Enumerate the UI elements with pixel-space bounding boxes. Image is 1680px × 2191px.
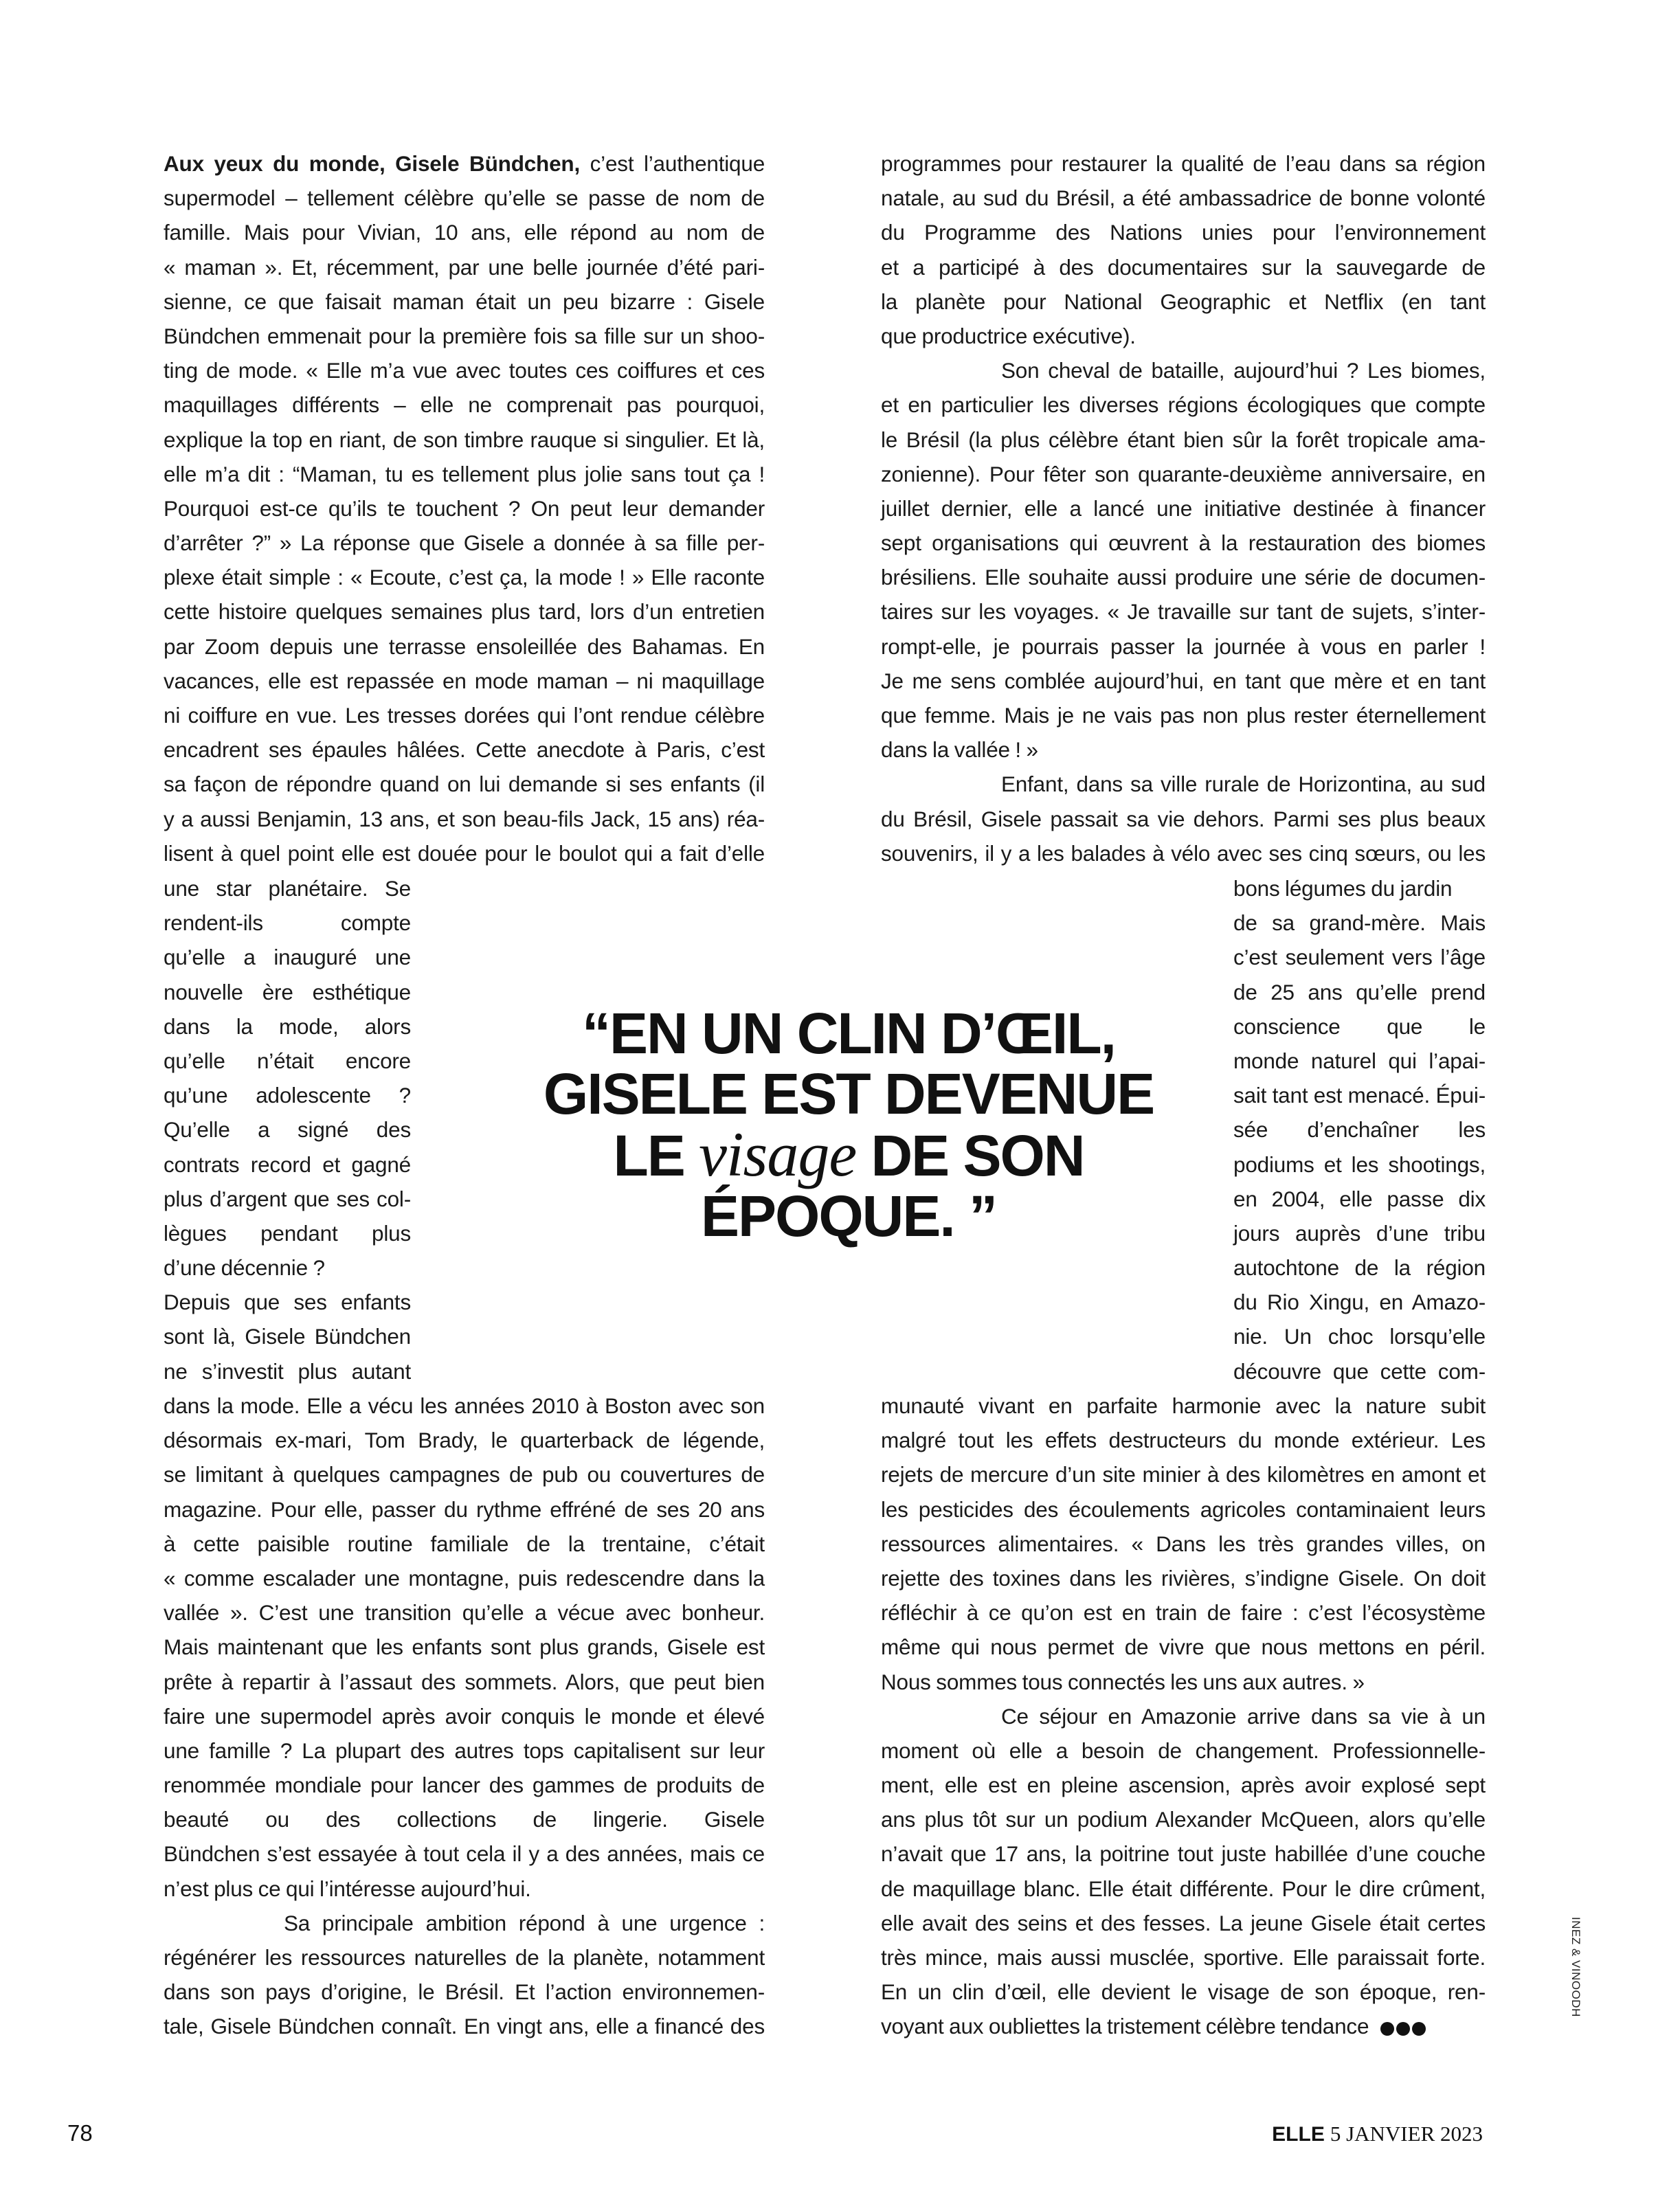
text-line: monde naturel qui l’apai- [1233, 1048, 1486, 1073]
text-line: de sa grand-mère. Mais [1233, 910, 1486, 936]
text-line: dans la mode. Elle a vécu les années 2010 à Boston avec son [164, 1393, 765, 1418]
right-column-narrow [1233, 871, 1486, 1389]
left-column-narrow [164, 871, 411, 1389]
text-line: Bündchen emmenait pour la première fois sa fille sur un shoo- [164, 323, 765, 348]
pull-quote-line: LE visage DE SON [613, 1119, 1084, 1189]
text-line: magazine. Pour elle, passer du rythme effréné de ses 20 ans [164, 1496, 765, 1522]
text-line: ting de mode. « Elle m’a vue avec toutes ces coiffures et ces [164, 358, 765, 383]
text-line: juillet dernier, elle a lancé une initiative destinée à financer [881, 495, 1486, 521]
text-line: Sa principale ambition répond à une urgence : [284, 1910, 765, 1935]
text-line: Ce séjour en Amazonie arrive dans sa vie à un [1001, 1703, 1486, 1729]
text-line: explique la top en riant, de son timbre rauque si singulier. Et là, [164, 427, 765, 452]
three-dots-end-icon [1378, 2011, 1426, 2045]
text-line: que productrice exécutive). [881, 323, 1136, 348]
text-line: une famille ? La plupart des autres tops capitalisent sur leur [164, 1738, 765, 1763]
text-line: « comme escalader une montagne, puis redescendre dans la [164, 1565, 765, 1591]
text-line: qu’elle a inauguré une [164, 945, 411, 970]
text-line: désormais ex-mari, Tom Brady, le quarterback de légende, [164, 1428, 765, 1453]
text-line: zonienne). Pour fêter son quarante-deuxième anniversaire, en [881, 461, 1486, 486]
text-line: en 2004, elle passe dix [1233, 1186, 1486, 1211]
text-line: nouvelle ère esthétique [164, 979, 411, 1004]
text-line: sept organisations qui œuvrent à la restauration des biomes [881, 530, 1486, 556]
text-line: elle avait des seins et des fesses. La jeune Gisele était certes [881, 1910, 1486, 1935]
text-line: qu’une adolescente ? [164, 1083, 411, 1108]
text-line: à cette paisible routine familiale de la trentaine, c’était [164, 1531, 765, 1556]
text-line: supermodel – tellement célèbre qu’elle se passe de nom de [164, 186, 765, 211]
text-line: de maquillage blanc. Elle était différente. Pour le dire crûment, [881, 1876, 1486, 1901]
text-line: ressources alimentaires. « Dans les très grandes villes, on [881, 1531, 1486, 1556]
text-line: même qui nous permet de vivre que nous mettons en péril. [881, 1634, 1486, 1660]
text-line: brésiliens. Elle souhaite aussi produire une série de documen- [881, 565, 1486, 590]
text-line: du Brésil, Gisele passait sa vie dehors. Parmi ses plus beaux [881, 806, 1486, 831]
text-line: rejette des toxines dans les rivières, s’indigne Gisele. On doit [881, 1565, 1486, 1591]
text-line: tale, Gisele Bündchen connaît. En vingt ans, elle a financé des [164, 2014, 765, 2039]
pull-quote-line: GISELE EST DEVENUE [543, 1061, 1154, 1126]
text-line: nie. Un choc lorsqu’elle [1233, 1324, 1486, 1349]
text-line: dans la vallée ! » [881, 737, 1038, 763]
text-line: faire une supermodel après avoir conquis le monde et élevé [164, 1703, 765, 1729]
right-column-top [881, 146, 1486, 870]
text-line: autochtone de la région [1233, 1255, 1486, 1281]
text-line: sienne, ce que faisait maman était un peu bizarre : Gisele [164, 289, 765, 314]
text-line: Pourquoi est-ce qu’ils te touchent ? On peut leur demander [164, 495, 765, 521]
text-line: lègues pendant plus [164, 1220, 411, 1246]
text-line: En un clin d’œil, elle devient le visage de son époque, ren- [881, 1979, 1486, 2005]
text-line: du Rio Xingu, en Amazo- [1233, 1290, 1486, 1315]
text-line: de 25 ans qu’elle prend [1233, 979, 1486, 1004]
text-line: Depuis que ses enfants [164, 1290, 411, 1315]
text-line: bons légumes du jardin [1233, 876, 1453, 901]
text-line: ne s’investit plus autant [164, 1358, 411, 1384]
text-line: d’arrêter ?” » La réponse que Gisele a donnée à sa fille per- [164, 530, 765, 556]
text-line: dans la mode, alors [164, 1013, 411, 1039]
text-line: voyant aux oubliettes la tristement célèbre tendance [881, 2009, 1486, 2043]
text-line: rompt-elle, je pourrais passer la journée à vous en parler ! [881, 633, 1486, 659]
text-line: sont là, Gisele Bündchen [164, 1324, 411, 1349]
text-line: famille. Mais pour Vivian, 10 ans, elle répond au nom de [164, 220, 765, 245]
text-line: y a aussi Benjamin, 13 ans, et son beau-fils Jack, 15 ans) réa- [164, 806, 765, 831]
text-line: Qu’elle a signé des [164, 1117, 411, 1143]
text-line: malgré tout les effets destructeurs du monde extérieur. Les [881, 1428, 1486, 1453]
text-line: découvre que cette com- [1233, 1358, 1486, 1384]
page-number: 78 [67, 2120, 93, 2146]
text-line: jours auprès d’une tribu [1233, 1220, 1486, 1246]
issue-date: 5 JANVIER 2023 [1330, 2122, 1483, 2146]
text-line: sée d’enchaîner les [1233, 1117, 1486, 1143]
text-line: régénérer les ressources naturelles de la planète, notamment [164, 1945, 765, 1970]
text-line: réfléchir à ce qu’on est en train de faire : c’est l’écosystème [881, 1600, 1486, 1626]
text-line: lisent à quel point elle est douée pour le boulot qui a fait d’elle [164, 840, 765, 866]
text-line: n’avait que 17 ans, la poitrine tout juste habillée d’une couche [881, 1841, 1486, 1867]
text-line: vacances, elle est repassée en mode maman – ni maquillage [164, 668, 765, 693]
text-line: contrats record et gagné [164, 1151, 411, 1177]
text-line: ans plus tôt sur un podium Alexander McQueen, alors qu’elle [881, 1807, 1486, 1832]
pull-quote [529, 1003, 1168, 1246]
text-line: elle m’a dit : “Maman, tu es tellement plus jolie sans tout ça ! [164, 461, 765, 486]
left-column-bottom [164, 1389, 765, 2044]
text-line: Aux yeux du monde, Gisele Bündchen, c’est l’authentique [164, 151, 765, 176]
left-column-top [164, 146, 765, 870]
text-line: conscience que le [1233, 1013, 1486, 1039]
text-line: Nous sommes tous connectés les uns aux autres. » [881, 1669, 1365, 1694]
text-line: une star planétaire. Se [164, 876, 411, 901]
text-line: cette histoire quelques semaines plus tard, lors d’un entretien [164, 599, 765, 625]
text-line: souvenirs, il y a les balades à vélo avec ses cinq sœurs, ou les [881, 840, 1486, 866]
text-line: dans son pays d’origine, le Brésil. Et l’action environnemen- [164, 1979, 765, 2005]
text-line: se limitant à quelques campagnes de pub ou couvertures de [164, 1462, 765, 1487]
text-line: beauté ou des collections de lingerie. Gisele [164, 1807, 765, 1832]
text-line: d’une décennie ? [164, 1255, 325, 1281]
text-line: ni coiffure en vue. Les tresses dorées qui l’ont rendue célèbre [164, 703, 765, 728]
text-line: que femme. Mais je ne vais pas non plus rester éternellement [881, 703, 1486, 728]
text-line: munauté vivant en parfaite harmonie avec la nature subit [881, 1393, 1486, 1418]
text-line: moment où elle a besoin de changement. Professionnelle- [881, 1738, 1486, 1763]
text-line: c’est seulement vers l’âge [1233, 945, 1486, 970]
text-line: par Zoom depuis une terrasse ensoleillée des Bahamas. En [164, 633, 765, 659]
text-line: taires sur les voyages. « Je travaille sur tant de sujets, s’inter- [881, 599, 1486, 625]
text-line: plexe était simple : « Ecoute, c’est ça, la mode ! » Elle raconte [164, 565, 765, 590]
text-line: très mince, mais aussi musclée, sportive. Elle paraissait forte. [881, 1945, 1486, 1970]
pull-quote-italic-word: visage [699, 1119, 857, 1189]
text-line: rendent-ils compte [164, 910, 411, 936]
text-line: et en particulier les diverses régions écologiques que compte [881, 392, 1486, 418]
text-line: plus d’argent que ses col- [164, 1186, 411, 1211]
text-line: du Programme des Nations unies pour l’environnement [881, 220, 1486, 245]
text-line: prête à repartir à l’assaut des sommets. Alors, que peut bien [164, 1669, 765, 1694]
text-line: Mais maintenant que les enfants sont plus grands, Gisele est [164, 1634, 765, 1660]
text-line: sa façon de répondre quand on lui demande si ses enfants (il [164, 772, 765, 797]
text-line: Enfant, dans sa ville rurale de Horizontina, au sud [1001, 772, 1486, 797]
text-line: et a participé à des documentaires sur la sauvegarde de [881, 254, 1486, 280]
text-line: la planète pour National Geographic et Netflix (en tant [881, 289, 1486, 314]
text-line: n’est plus ce qui l’intéresse aujourd’hui. [164, 1876, 531, 1901]
pull-quote-line: “EN UN CLIN D’ŒIL, [582, 1001, 1115, 1066]
text-line: programmes pour restaurer la qualité de l’eau dans sa région [881, 151, 1486, 176]
text-line: maquillages différents – elle ne comprenait pas pourquoi, [164, 392, 765, 418]
text-line: vallée ». C’est une transition qu’elle a vécue avec bonheur. [164, 1600, 765, 1626]
text-line: Son cheval de bataille, aujourd’hui ? Les biomes, [1001, 358, 1486, 383]
footer-folio [1272, 2122, 1483, 2146]
text-line: renommée mondiale pour lancer des gammes de produits de [164, 1773, 765, 1798]
text-line: natale, au sud du Brésil, a été ambassadrice de bonne volonté [881, 186, 1486, 211]
text-line: encadrent ses épaules hâlées. Cette anecdote à Paris, c’est [164, 737, 765, 763]
text-line: Je me sens comblée aujourd’hui, en tant que mère et en tant [881, 668, 1486, 693]
text-line: ment, elle est en pleine ascension, après avoir explosé sept [881, 1773, 1486, 1798]
pull-quote-line: ÉPOQUE. ” [700, 1184, 997, 1248]
text-line: podiums et les shootings, [1233, 1151, 1486, 1177]
right-column-bottom [881, 1389, 1486, 2044]
text-line: « maman ». Et, récemment, par une belle journée d’été pari- [164, 254, 765, 280]
text-line: Bündchen s’est essayée à tout cela il y a des années, mais ce [164, 1841, 765, 1867]
magazine-brand: ELLE [1272, 2123, 1325, 2146]
photo-credit: INEZ & VINOODH [1569, 1917, 1582, 2017]
text-line: sait tant est menacé. Épui- [1233, 1083, 1486, 1108]
text-line: rejets de mercure d’un site minier à des kilomètres en amont et [881, 1462, 1486, 1487]
text-line: les pesticides des écoulements agricoles contaminaient leurs [881, 1496, 1486, 1522]
text-line: qu’elle n’était encore [164, 1048, 411, 1073]
lead-in: Aux yeux du monde, Gisele Bündchen, [164, 151, 581, 176]
text-line: le Brésil (la plus célèbre étant bien sûr la forêt tropicale ama- [881, 427, 1486, 452]
